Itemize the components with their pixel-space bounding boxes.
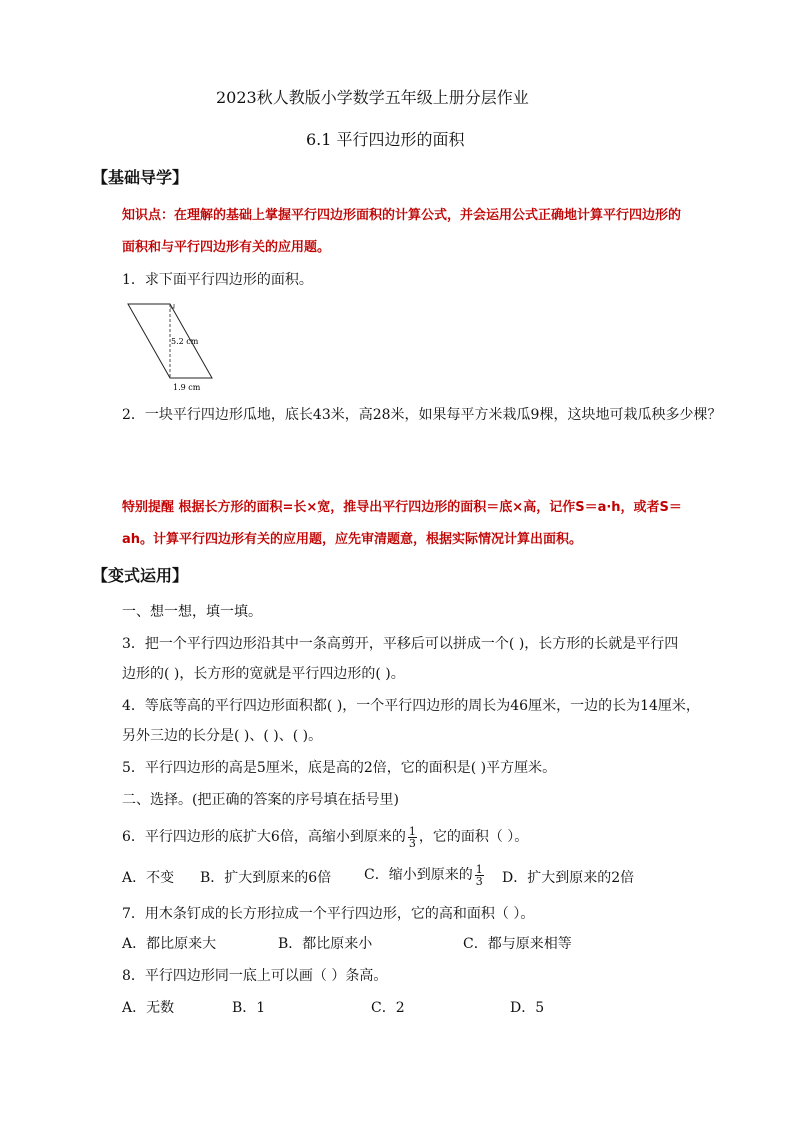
section-heading-basic: 【基础导学】 (92, 168, 189, 187)
document-subtitle: 6.1 平行四边形的面积 (306, 130, 465, 149)
section-heading-variation: 【变式运用】 (92, 566, 189, 585)
option-c-fraction: $\frac{1}{3}$ (475, 862, 483, 888)
question-2: 2．一块平行四边形瓜地，底长43米，高28米，如果每平方米栽瓜9棵，这块地可栽瓜秧多少棵？ (122, 407, 722, 423)
q8-option-d[interactable]: D．5 (510, 1000, 545, 1016)
question-6-stem: 6．平行四边形的底扩大6倍，高缩小到原来的 (122, 829, 406, 845)
document-title: 2023秋人教版小学数学五年级上册分层作业 (216, 88, 529, 107)
q6-option-d[interactable]: D．扩大到原来的2倍 (502, 870, 635, 886)
tip-line-2: ah。计算平行四边形有关的应用题，应先审清题意，根据实际情况计算出面积。 (122, 532, 583, 547)
question-6 (122, 824, 528, 850)
part-1-heading: 一、想一想，填一填。 (122, 604, 262, 620)
height-label: 5.2 cm (171, 337, 199, 346)
q6-option-a[interactable]: A．不变 (122, 870, 175, 886)
knowledge-point-line-1: 知识点：在理解的基础上掌握平行四边形面积的计算公式，并会运用公式正确地计算平行四边形的 (122, 208, 682, 223)
question-3-line-1: 3．把一个平行四边形沿其中一条高剪开，平移后可以拼成一个( )，长方形的长就是平行四 (122, 636, 679, 652)
base-label: 1.9 cm (173, 383, 201, 392)
question-4-line-1: 4．等底等高的平行四边形面积都( )，一个平行四边形的周长为46厘米，一边的长为14厘米， (122, 698, 700, 714)
tip-line-1: 特别提醒 根据长方形的面积=长×宽，推导出平行四边形的面积＝底×高，记作S＝a·h，或者S＝ (122, 500, 682, 515)
part-2-heading: 二、选择。(把正确的答案的序号填在括号里) (122, 792, 399, 808)
q6-option-b[interactable]: B．扩大到原来的6倍 (200, 870, 332, 886)
q8-option-b[interactable]: B．1 (232, 1000, 266, 1016)
q6-option-c[interactable]: C．缩小到原来的 $\frac{1}{3}$ (364, 862, 483, 888)
question-1: 1．求下面平行四边形的面积。 (122, 272, 313, 288)
q8-option-c[interactable]: C．2 (371, 1000, 405, 1016)
question-3-line-2: 边形的( )，长方形的宽就是平行四边形的( )。 (122, 666, 405, 682)
q7-option-a[interactable]: A．都比原来大 (122, 936, 217, 952)
knowledge-point-line-2: 面积和与平行四边形有关的应用题。 (122, 240, 331, 255)
q7-option-c[interactable]: C．都与原来相等 (463, 936, 572, 952)
fraction-one-third: $\frac{1}{3}$ (408, 824, 416, 850)
q7-option-b[interactable]: B．都比原来小 (278, 936, 373, 952)
question-7: 7．用木条钉成的长方形拉成一个平行四边形，它的高和面积（ ）。 (122, 906, 535, 922)
q8-option-a[interactable]: A．无数 (122, 1000, 175, 1016)
question-4-line-2: 另外三边的长分是( )、( )、( )。 (122, 728, 323, 744)
question-8: 8．平行四边形同一底上可以画（ ）条高。 (122, 968, 388, 984)
question-5: 5．平行四边形的高是5厘米，底是高的2倍，它的面积是( )平方厘米。 (122, 760, 557, 776)
question-6-tail: ，它的面积（ ）。 (418, 829, 529, 845)
parallelogram-figure (118, 298, 228, 394)
